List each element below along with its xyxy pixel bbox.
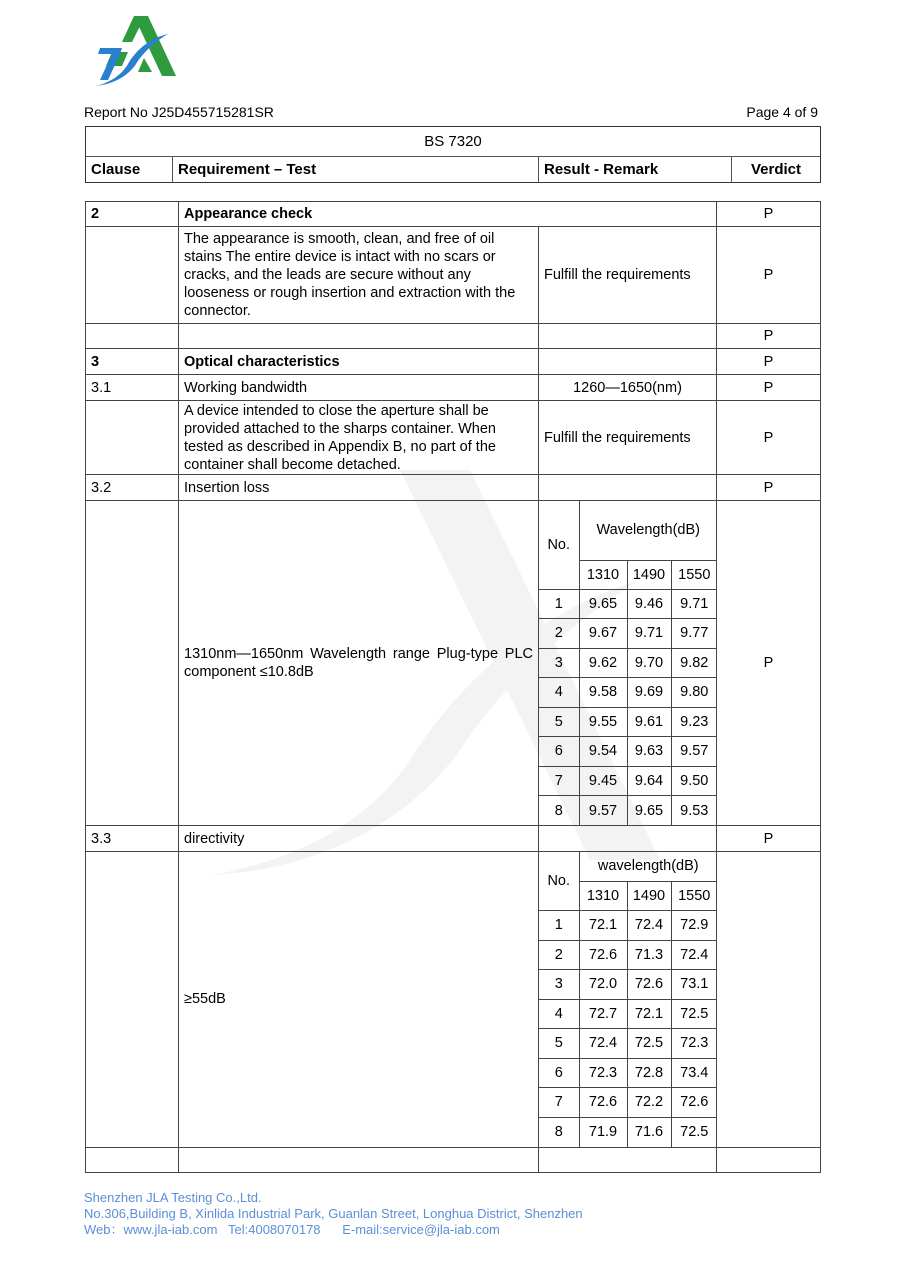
wavelength-header: 1550 [671,881,717,911]
value-1310: 9.67 [579,619,627,649]
value-1310: 72.6 [579,1088,627,1118]
value-1550: 72.3 [671,1029,717,1059]
table-row-3-3 [86,826,821,852]
table-row-empty-final [86,1147,821,1172]
requirement-cell [179,1147,539,1172]
value-1550: 9.82 [671,648,717,678]
test-results-table [85,201,821,1173]
value-1490: 72.1 [627,999,671,1029]
row-no: 8 [539,796,579,826]
value-1490: 72.5 [627,1029,671,1059]
result-cell: Fulfill the requirements [539,401,717,475]
result-cell [539,1147,717,1172]
wavelength-group-header: wavelength(dB) [579,852,717,881]
value-1490: 9.65 [627,796,671,826]
value-1490: 9.63 [627,737,671,767]
row-no: 4 [539,678,579,708]
data-row [539,737,717,767]
value-1310: 72.3 [579,1058,627,1088]
result-cell [539,826,717,852]
page-number: Page 4 of 9 [746,104,818,120]
wavelength-group-header: Wavelength(dB) [579,501,717,560]
verdict-cell [717,1147,821,1172]
clause-cell [86,401,179,475]
table-row-directivity-data [86,852,821,1148]
value-1550: 72.5 [671,999,717,1029]
data-row [539,707,717,737]
value-1490: 9.69 [627,678,671,708]
result-cell [539,475,717,501]
insertion-loss-table [539,501,717,825]
value-1310: 9.58 [579,678,627,708]
value-1490: 9.61 [627,707,671,737]
verdict-cell: P [717,202,821,227]
value-1310: 9.55 [579,707,627,737]
clause-cell: 3.2 [86,475,179,501]
data-row [539,911,717,941]
data-row [539,940,717,970]
data-row [539,648,717,678]
clause-cell [86,227,179,324]
value-1490: 9.46 [627,589,671,619]
wavelength-header: 1490 [627,560,671,589]
value-1490: 72.6 [627,970,671,1000]
row-no: 4 [539,999,579,1029]
report-number: Report No J25D455715281SR [84,104,274,120]
table-row-3-1 [86,375,821,401]
row-no: 2 [539,619,579,649]
verdict-cell: P [717,227,821,324]
value-1310: 9.57 [579,796,627,826]
column-header-requirement: Requirement – Test [172,156,538,183]
table-row-section-3 [86,349,821,375]
value-1490: 72.2 [627,1088,671,1118]
value-1310: 9.54 [579,737,627,767]
verdict-cell: P [717,401,821,475]
row-no: 2 [539,940,579,970]
clause-cell: 3.3 [86,826,179,852]
requirement-cell: Working bandwidth [179,375,539,401]
data-row [539,766,717,796]
value-1550: 73.4 [671,1058,717,1088]
value-1550: 9.71 [671,589,717,619]
value-1310: 9.45 [579,766,627,796]
value-1550: 9.53 [671,796,717,826]
row-no: 8 [539,1117,579,1147]
page-footer [84,1190,583,1238]
result-cell: 1260—1650(nm) [539,375,717,401]
result-cell [539,349,717,375]
value-1310: 9.62 [579,648,627,678]
clause-cell: 2 [86,202,179,227]
data-row [539,970,717,1000]
result-cell: Fulfill the requirements [539,227,717,324]
data-row [539,1058,717,1088]
requirement-cell: 1310nm—1650nm Wavelength range Plug-type PLC component ≤10.8dB [179,501,539,826]
column-header-clause: Clause [91,161,141,178]
row-no: 3 [539,970,579,1000]
requirement-cell: A device intended to close the aperture shall be provided attached to the sharps container. When tested as described in Appendix B, no part of the container shall become detached. [179,401,539,475]
row-no: 7 [539,766,579,796]
value-1310: 72.1 [579,911,627,941]
section-title: Appearance check [179,202,717,227]
footer-address: No.306,Building B, Xinlida Industrial Park, Guanlan Street, Longhua District, Shenzhen [84,1206,583,1221]
jla-logo-icon [92,14,176,90]
table-row-3-2 [86,475,821,501]
wavelength-header: 1310 [579,560,627,589]
row-no: 3 [539,648,579,678]
table-row-section-2 [86,202,821,227]
value-1490: 72.4 [627,911,671,941]
row-no: 7 [539,1088,579,1118]
wavelength-header: 1310 [579,881,627,911]
requirement-cell: ≥55dB [179,852,539,1148]
value-1550: 72.6 [671,1088,717,1118]
row-no: 5 [539,1029,579,1059]
section-title: Optical characteristics [179,349,539,375]
verdict-cell: P [717,349,821,375]
value-1550: 9.77 [671,619,717,649]
value-1550: 9.50 [671,766,717,796]
value-1310: 71.9 [579,1117,627,1147]
value-1310: 72.6 [579,940,627,970]
wavelength-header: 1550 [671,560,717,589]
row-no: 1 [539,911,579,941]
value-1550: 73.1 [671,970,717,1000]
value-1550: 9.80 [671,678,717,708]
table-row-insertion-loss-data [86,501,821,826]
verdict-cell [717,852,821,1148]
value-1550: 72.5 [671,1117,717,1147]
value-1550: 72.4 [671,940,717,970]
clause-cell: 3.1 [86,375,179,401]
value-1550: 72.9 [671,911,717,941]
verdict-cell: P [717,375,821,401]
value-1490: 71.3 [627,940,671,970]
table-row-aperture [86,401,821,475]
standard-title: BS 7320 [86,127,820,157]
result-cell [539,324,717,349]
data-row [539,1029,717,1059]
value-1310: 72.0 [579,970,627,1000]
clause-cell [86,501,179,826]
data-row [539,678,717,708]
insertion-loss-results [539,501,717,826]
value-1490: 9.70 [627,648,671,678]
value-1490: 71.6 [627,1117,671,1147]
footer-company: Shenzhen JLA Testing Co.,Ltd. [84,1190,262,1205]
data-row [539,1117,717,1147]
value-1550: 9.57 [671,737,717,767]
column-header-verdict: Verdict [731,156,820,183]
clause-cell [86,324,179,349]
requirement-cell: The appearance is smooth, clean, and free of oil stains The entire device is intact with no scars or cracks, and the leads are secure without any looseness or rough insertion and extraction with the connector. [179,227,539,324]
wavelength-header: 1490 [627,881,671,911]
row-no: 6 [539,737,579,767]
verdict-cell: P [717,475,821,501]
value-1310: 72.4 [579,1029,627,1059]
row-no: 6 [539,1058,579,1088]
value-1310: 72.7 [579,999,627,1029]
data-row [539,1088,717,1118]
data-row [539,999,717,1029]
clause-cell [86,852,179,1148]
requirement-cell [179,324,539,349]
data-row [539,589,717,619]
data-row [539,796,717,826]
row-no: 1 [539,589,579,619]
value-1310: 9.65 [579,589,627,619]
footer-contact: Web：www.jla-iab.com Tel:4008070178 E-mail:service@jla-iab.com [84,1222,500,1237]
no-header: No. [539,852,579,911]
verdict-cell: P [717,501,821,826]
table-row-appearance [86,227,821,324]
verdict-cell: P [717,324,821,349]
requirement-cell: directivity [179,826,539,852]
directivity-results [539,852,717,1148]
row-no: 5 [539,707,579,737]
column-header-result: Result - Remark [538,156,731,183]
value-1490: 9.64 [627,766,671,796]
table-row-empty [86,324,821,349]
standard-header-table [85,126,821,183]
value-1490: 9.71 [627,619,671,649]
clause-cell [86,1147,179,1172]
directivity-table [539,852,717,1147]
requirement-cell: Insertion loss [179,475,539,501]
value-1490: 72.8 [627,1058,671,1088]
data-row [539,619,717,649]
no-header: No. [539,501,579,589]
verdict-cell: P [717,826,821,852]
value-1550: 9.23 [671,707,717,737]
clause-cell: 3 [86,349,179,375]
